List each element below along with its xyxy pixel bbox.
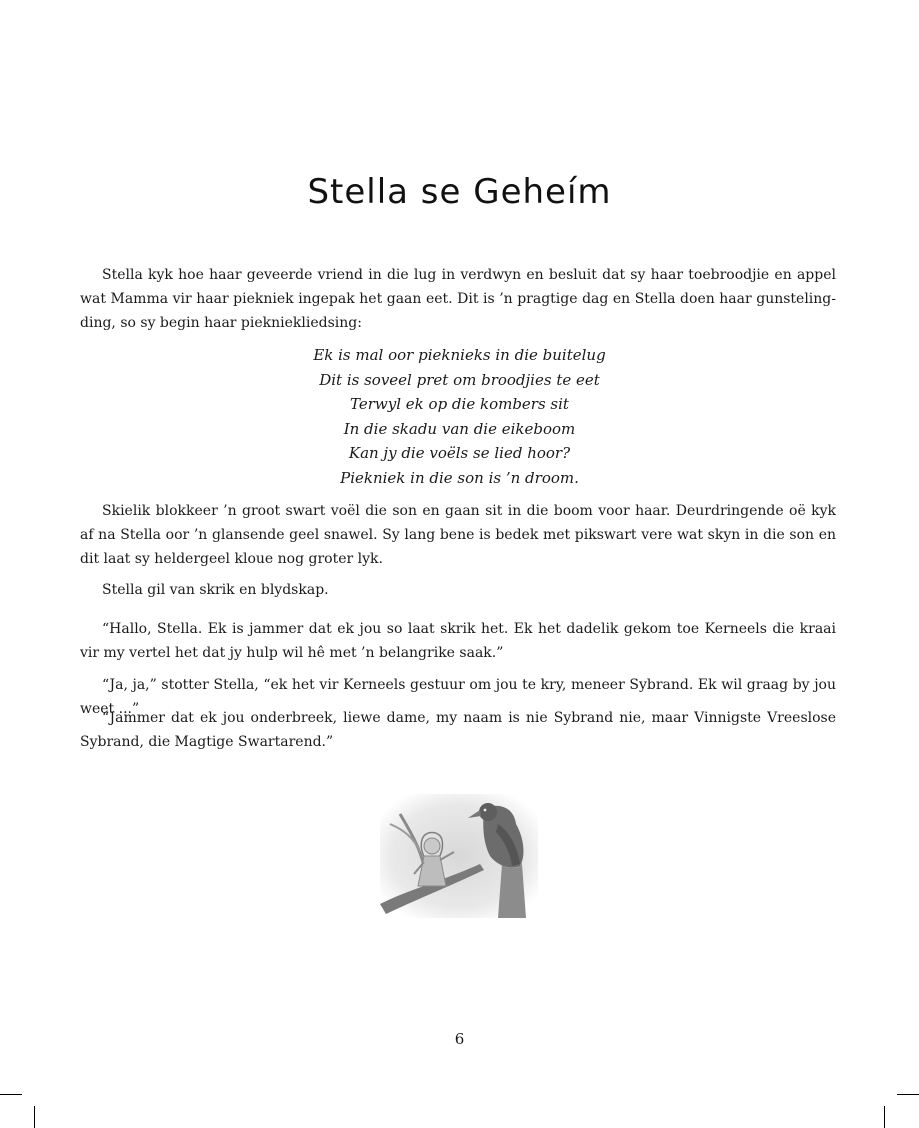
poem-line: Piekniek in die son is ’n droom. xyxy=(340,468,579,487)
crop-mark xyxy=(34,1106,35,1128)
crop-mark xyxy=(884,1106,885,1128)
poem-line: Terwyl ek op die kombers sit xyxy=(350,395,569,413)
paragraph-3: Stella gil van skrik en blydskap. xyxy=(102,582,329,598)
poem-line: Kan jy die voëls se lied hoor? xyxy=(348,444,571,462)
paragraph-4: “Hallo, Stella. Ek is jammer dat ek jou so laat skrik het. Ek het dadelik gekom toe Kerneels die kraai vir my vertel het dat jy hulp wil hê met ’n belangrike saak.” xyxy=(80,621,836,661)
poem-line: In die skadu van die eikeboom xyxy=(343,419,576,438)
poem-line: Ek is mal oor pieknieks in die buitelug xyxy=(313,346,606,364)
poem-line: Dit is soveel pret om broodjies te eet xyxy=(319,370,600,389)
crop-mark xyxy=(0,1094,22,1095)
poem xyxy=(0,343,919,490)
paragraph-6: “Jammer dat ek jou onderbreek, liewe dame, my naam is nie Sybrand nie, maar Vinnigste Vreeslose Sybrand, die Magtige Swartarend.” xyxy=(80,710,836,750)
chapter-title: Stella se Geheím xyxy=(307,172,612,212)
paragraph-1: Stella kyk hoe haar geveerde vriend in die lug in verdwyn en besluit dat sy haar toebroodjie en appel wat Mamma vir haar piekniek ingepak het gaan eet. Dit is ’n pragtige dag en Stella doen haar gunsteling-ding, so sy begin haar piekniekliedsing: xyxy=(80,267,836,331)
paragraph-2: Skielik blokkeer ’n groot swart voël die son en gaan sit in die boom voor haar. Deurdringende oë kyk af na Stella oor ’n glansende geel snawel. Sy lang bene is bedek met pikswart vere wat skyn in die son en dit laat sy heldergeel kloue nog groter lyk. xyxy=(80,503,836,567)
crop-mark xyxy=(897,1094,919,1095)
page-number: 6 xyxy=(454,1030,465,1048)
crow-and-girl-illustration xyxy=(380,794,538,918)
paragraph-5: “Ja, ja,” stotter Stella, “ek het vir Kerneels gestuur om jou te kry, meneer Sybrand. Ek wil graag by jou weet ...” xyxy=(80,677,836,717)
